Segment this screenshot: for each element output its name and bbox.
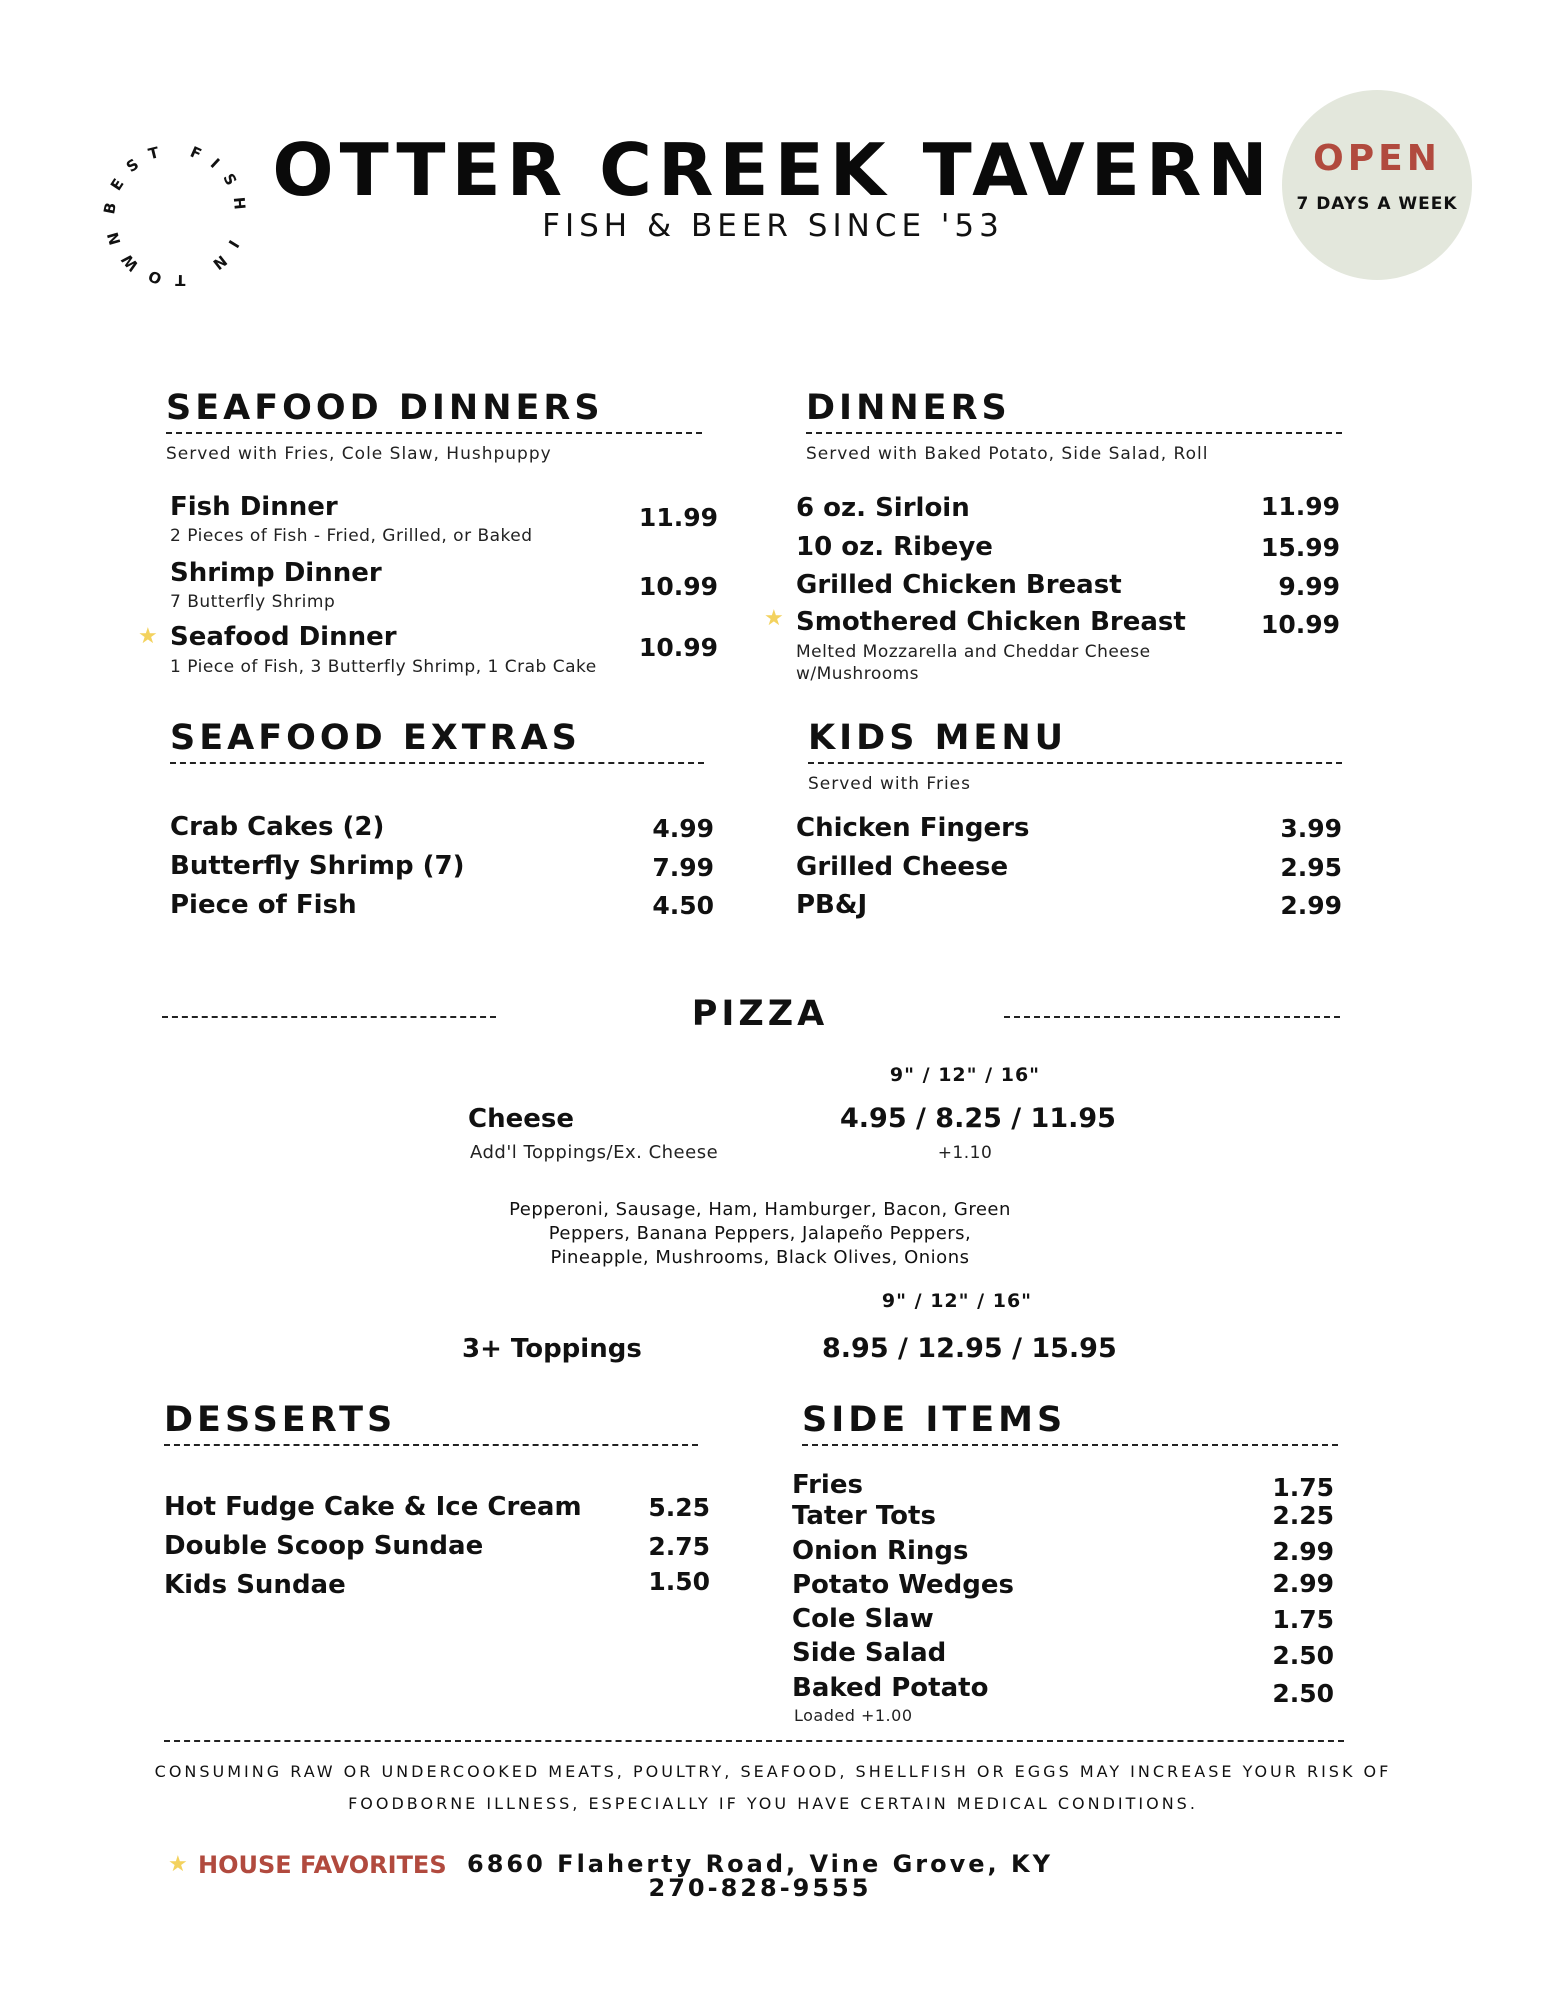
restaurant-subtitle: FISH & BEER SINCE '53 — [542, 208, 1004, 244]
menu-item-price: 11.99 — [1260, 492, 1340, 521]
menu-item-price: 2.99 — [1272, 1569, 1334, 1598]
section-subtitle-seafood-dinners: Served with Fries, Cole Slaw, Hushpuppy — [166, 444, 552, 464]
menu-item-note: Loaded +1.00 — [794, 1706, 913, 1725]
divider — [162, 1016, 496, 1018]
menu-item-desc: 1 Piece of Fish, 3 Butterfly Shrimp, 1 Crab Cake — [170, 657, 597, 677]
section-title-seafood-extras: SEAFOOD EXTRAS — [170, 718, 581, 758]
divider — [170, 762, 704, 764]
menu-item-price: 10.99 — [638, 633, 718, 662]
menu-item-price: 1.50 — [648, 1567, 710, 1596]
menu-item-price: 7.99 — [652, 853, 714, 882]
menu-item-name: Hot Fudge Cake & Ice Cream — [164, 1492, 582, 1522]
menu-item-name: Baked Potato — [792, 1673, 989, 1703]
star-icon: ★ — [138, 624, 158, 649]
menu-item-name: Potato Wedges — [792, 1570, 1014, 1600]
menu-item-desc: Melted Mozzarella and Cheddar Cheese — [796, 642, 1151, 662]
menu-item-price: 2.50 — [1272, 1641, 1334, 1670]
menu-item-price: 5.25 — [648, 1493, 710, 1522]
menu-item-price: 1.75 — [1272, 1473, 1334, 1502]
section-subtitle-kids-menu: Served with Fries — [808, 774, 971, 794]
food-safety-notice: CONSUMING RAW OR UNDERCOOKED MEATS, POULTRY, SEAFOOD, SHELLFISH OR EGGS MAY INCREASE YOUR RISK OF — [154, 1762, 1392, 1781]
address: 6860 Flaherty Road, Vine Grove, KY — [467, 1850, 1053, 1878]
pizza-addl-label: Add'l Toppings/Ex. Cheese — [470, 1142, 719, 1163]
menu-item-price: 2.99 — [1272, 1537, 1334, 1566]
menu-item-name: Seafood Dinner — [170, 622, 397, 652]
menu-item-price: 1.75 — [1272, 1605, 1334, 1634]
menu-item-desc: 2 Pieces of Fish - Fried, Grilled, or Baked — [170, 526, 533, 546]
menu-item-desc: 7 Butterfly Shrimp — [170, 592, 336, 612]
star-icon: ★ — [168, 1852, 188, 1877]
menu-item-name: 10 oz. Ribeye — [796, 532, 993, 562]
menu-item-price: 11.99 — [638, 503, 718, 532]
menu-item-name: Chicken Fingers — [796, 813, 1030, 843]
section-subtitle-dinners: Served with Baked Potato, Side Salad, Roll — [806, 444, 1209, 464]
menu-item-name: Butterfly Shrimp (7) — [170, 851, 465, 881]
menu-item-price: 9.99 — [1278, 572, 1340, 601]
menu-item-price: 2.99 — [1280, 891, 1342, 920]
divider — [808, 762, 1342, 764]
section-title-dinners: DINNERS — [806, 388, 1011, 428]
menu-item-name: Grilled Cheese — [796, 852, 1009, 882]
section-title-pizza: PIZZA — [691, 994, 829, 1034]
menu-item-name: Tater Tots — [792, 1501, 936, 1531]
badge-open-text: OPEN — [1313, 138, 1441, 179]
menu-item-name: 6 oz. Sirloin — [796, 493, 970, 523]
open-badge — [1282, 90, 1472, 280]
menu-item-name: Crab Cakes (2) — [170, 812, 385, 842]
menu-item-name: Smothered Chicken Breast — [796, 607, 1186, 637]
menu-item-price: 10.99 — [1260, 610, 1340, 639]
pizza-three-toppings-name: 3+ Toppings — [462, 1334, 642, 1364]
section-title-desserts: DESSERTS — [164, 1400, 397, 1440]
menu-item-name: Onion Rings — [792, 1536, 969, 1566]
menu-item-name: Piece of Fish — [170, 890, 357, 920]
menu-item-name: Fries — [792, 1470, 863, 1500]
toppings-line: Pepperoni, Sausage, Ham, Hamburger, Bacon, Green — [509, 1199, 1011, 1220]
menu-item-name: Cole Slaw — [792, 1604, 934, 1634]
pizza-sizes: 9" / 12" / 16" — [889, 1064, 1041, 1086]
divider — [1004, 1016, 1340, 1018]
food-safety-notice: FOODBORNE ILLNESS, ESPECIALLY IF YOU HAVE CERTAIN MEDICAL CONDITIONS. — [348, 1794, 1198, 1813]
toppings-line: Peppers, Banana Peppers, Jalapeño Peppers, — [548, 1223, 972, 1244]
menu-item-name: PB&J — [796, 890, 868, 920]
pizza-cheese-name: Cheese — [468, 1104, 574, 1134]
menu-item-price: 2.25 — [1272, 1501, 1334, 1530]
pizza-addl-price: +1.10 — [937, 1143, 993, 1163]
menu-item-name: Side Salad — [792, 1638, 947, 1668]
menu-item-price: 15.99 — [1260, 533, 1340, 562]
house-favorites-label: HOUSE FAVORITES — [198, 1851, 447, 1879]
pizza-toppings-list — [440, 1198, 1080, 1270]
menu-item-price: 2.95 — [1280, 853, 1342, 882]
section-title-seafood-dinners: SEAFOOD DINNERS — [166, 388, 604, 428]
menu-item-desc: w/Mushrooms — [796, 664, 920, 684]
section-title-kids-menu: KIDS MENU — [808, 718, 1068, 758]
menu-item-price: 3.99 — [1280, 814, 1342, 843]
star-icon: ★ — [764, 606, 784, 631]
section-title-side-items: SIDE ITEMS — [802, 1400, 1067, 1440]
seal-text: BEST FISH IN TOWN — [100, 140, 250, 290]
pizza-sizes: 9" / 12" / 16" — [881, 1290, 1033, 1312]
toppings-line: Pineapple, Mushrooms, Black Olives, Onions — [550, 1247, 970, 1268]
menu-item-price: 2.50 — [1272, 1679, 1334, 1708]
menu-item-name: Double Scoop Sundae — [164, 1531, 484, 1561]
menu-item-price: 10.99 — [638, 572, 718, 601]
pizza-three-toppings-price: 8.95 / 12.95 / 15.95 — [822, 1333, 1117, 1364]
menu-item-name: Grilled Chicken Breast — [796, 570, 1122, 600]
menu-item-name: Fish Dinner — [170, 492, 338, 522]
menu-item-name: Shrimp Dinner — [170, 558, 382, 588]
divider — [164, 1444, 698, 1446]
divider — [806, 432, 1342, 434]
badge-days-text: 7 DAYS A WEEK — [1296, 194, 1458, 214]
divider — [802, 1444, 1338, 1446]
divider — [164, 1740, 1344, 1742]
restaurant-title: OTTER CREEK TAVERN — [272, 128, 1274, 212]
menu-item-name: Kids Sundae — [164, 1570, 346, 1600]
menu-item-price: 4.50 — [652, 891, 714, 920]
phone-number: 270-828-9555 — [648, 1874, 872, 1902]
divider — [166, 432, 702, 434]
menu-item-price: 2.75 — [648, 1532, 710, 1561]
pizza-cheese-price: 4.95 / 8.25 / 11.95 — [840, 1103, 1116, 1134]
menu-item-price: 4.99 — [652, 814, 714, 843]
